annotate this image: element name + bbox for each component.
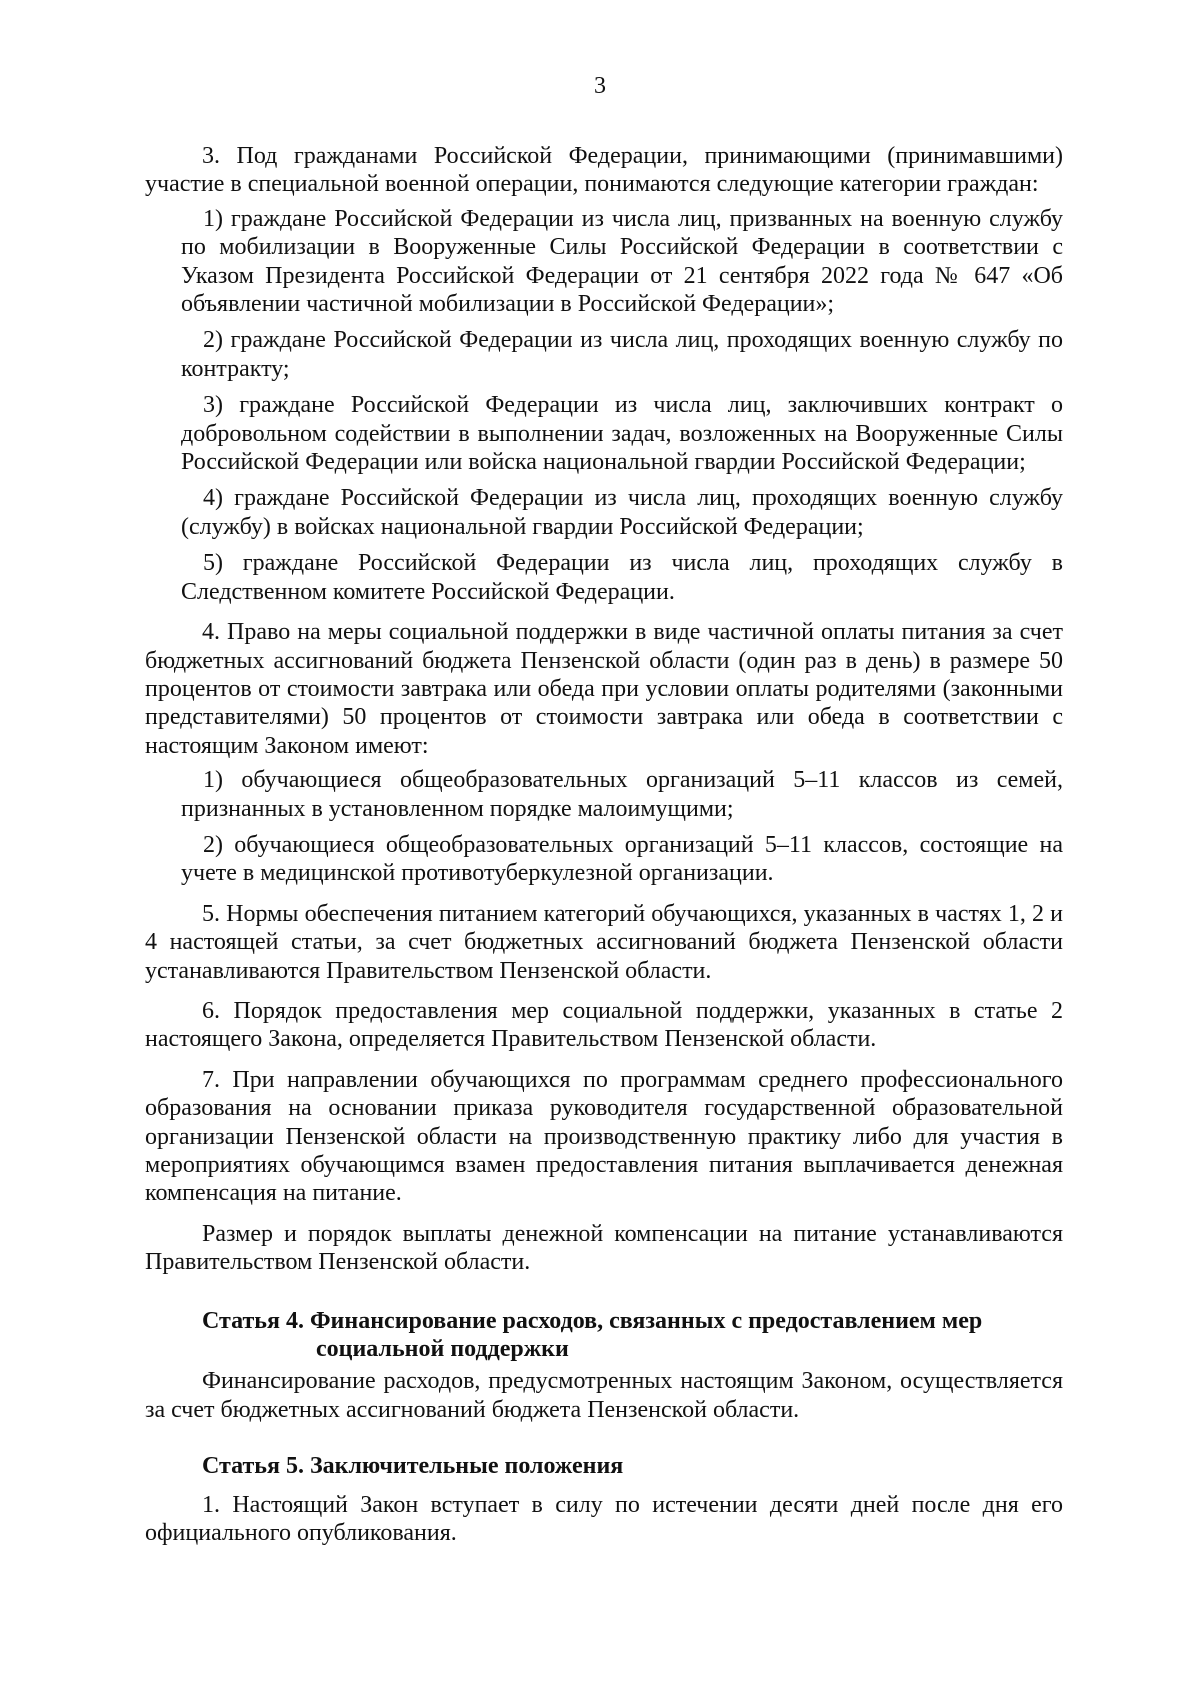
article-4-heading bbox=[145, 1307, 1063, 1364]
paragraph-7: 7. При направлении обучающихся по программам среднего профессионального образования на основании приказа руководителя государственной образовательной организации Пензенской области на производственную практику либо для участия в мероприятиях обучающимся взамен предоставления питания выплачивается денежная компенсация на питание. bbox=[145, 1066, 1063, 1207]
paragraph-6: 6. Порядок предоставления мер социальной поддержки, указанных в статье 2 настоящего Закона, определяется Правительством Пензенской области. bbox=[145, 997, 1063, 1053]
page-number: 3 bbox=[594, 73, 606, 99]
list-item-3-1: 1) граждане Российской Федерации из числа лиц, призванных на военную службу по мобилизации в Вооруженные Силы Российской Федерации в соответствии с Указом Президента Российской Федерации от 21 сентября 2022 года № 647 «Об объявлении частичной мобилизации в Российской Федерации»; bbox=[181, 205, 1063, 318]
document-body bbox=[145, 142, 1063, 1559]
paragraph-4-intro: 4. Право на меры социальной поддержки в виде частичной оплаты питания за счет бюджетных ассигнований бюджета Пензенской области (один раз в день) в размере 50 процентов от стоимости завтрака или обеда при условии оплаты родителями (законными представителями) 50 процентов от стоимости завтрака или обеда в соответствии с настоящим Законом имеют: bbox=[145, 619, 1063, 759]
article-4-text: Финансирование расходов, предусмотренных настоящим Законом, осуществляется за счет бюджетных ассигнований бюджета Пензенской области. bbox=[145, 1368, 1063, 1423]
list-item-3-5: 5) граждане Российской Федерации из числа лиц, проходящих службу в Следственном комитете Российской Федерации. bbox=[181, 550, 1063, 605]
list-item-3-3: 3) граждане Российской Федерации из числа лиц, заключивших контракт о добровольном содействии в выполнении задач, возложенных на Вооруженные Силы Российской Федерации или войска национальной гвардии Российской Федерации; bbox=[181, 392, 1063, 476]
list-item-3-4: 4) граждане Российской Федерации из числа лиц, проходящих военную службу (службу) в войсках национальной гвардии Российской Федерации; bbox=[181, 485, 1063, 540]
list-item-4-1: 1) обучающиеся общеобразовательных организаций 5–11 классов из семей, признанных в установленном порядке малоимущими; bbox=[181, 767, 1063, 822]
paragraph-5: 5. Нормы обеспечения питанием категорий обучающихся, указанных в частях 1, 2 и 4 настоящей статьи, за счет бюджетных ассигнований бюджета Пензенской области устанавливаются Правительством Пензенской области. bbox=[145, 900, 1063, 984]
article-5-heading: Статья 5. Заключительные положения bbox=[202, 1453, 624, 1480]
article-5-text-1: 1. Настоящий Закон вступает в силу по истечении десяти дней после дня его официального опубликования. bbox=[145, 1491, 1063, 1547]
article-4-heading-line1: Статья 4. Финансирование расходов, связанных с предоставлением мер bbox=[202, 1307, 983, 1334]
list-item-4-2: 2) обучающиеся общеобразовательных организаций 5–11 классов, состоящие на учете в медицинской противотуберкулезной организации. bbox=[181, 831, 1063, 887]
list-item-3-2: 2) граждане Российской Федерации из числа лиц, проходящих военную службу по контракту; bbox=[181, 327, 1063, 382]
paragraph-3-intro: 3. Под гражданами Российской Федерации, принимающими (принимавшими) участие в специальной военной операции, понимаются следующие категории граждан: bbox=[145, 143, 1063, 198]
article-4-heading-line2: социальной поддержки bbox=[316, 1336, 569, 1363]
paragraph-7-2: Размер и порядок выплаты денежной компенсации на питание устанавливаются Правительством Пензенской области. bbox=[145, 1220, 1063, 1276]
